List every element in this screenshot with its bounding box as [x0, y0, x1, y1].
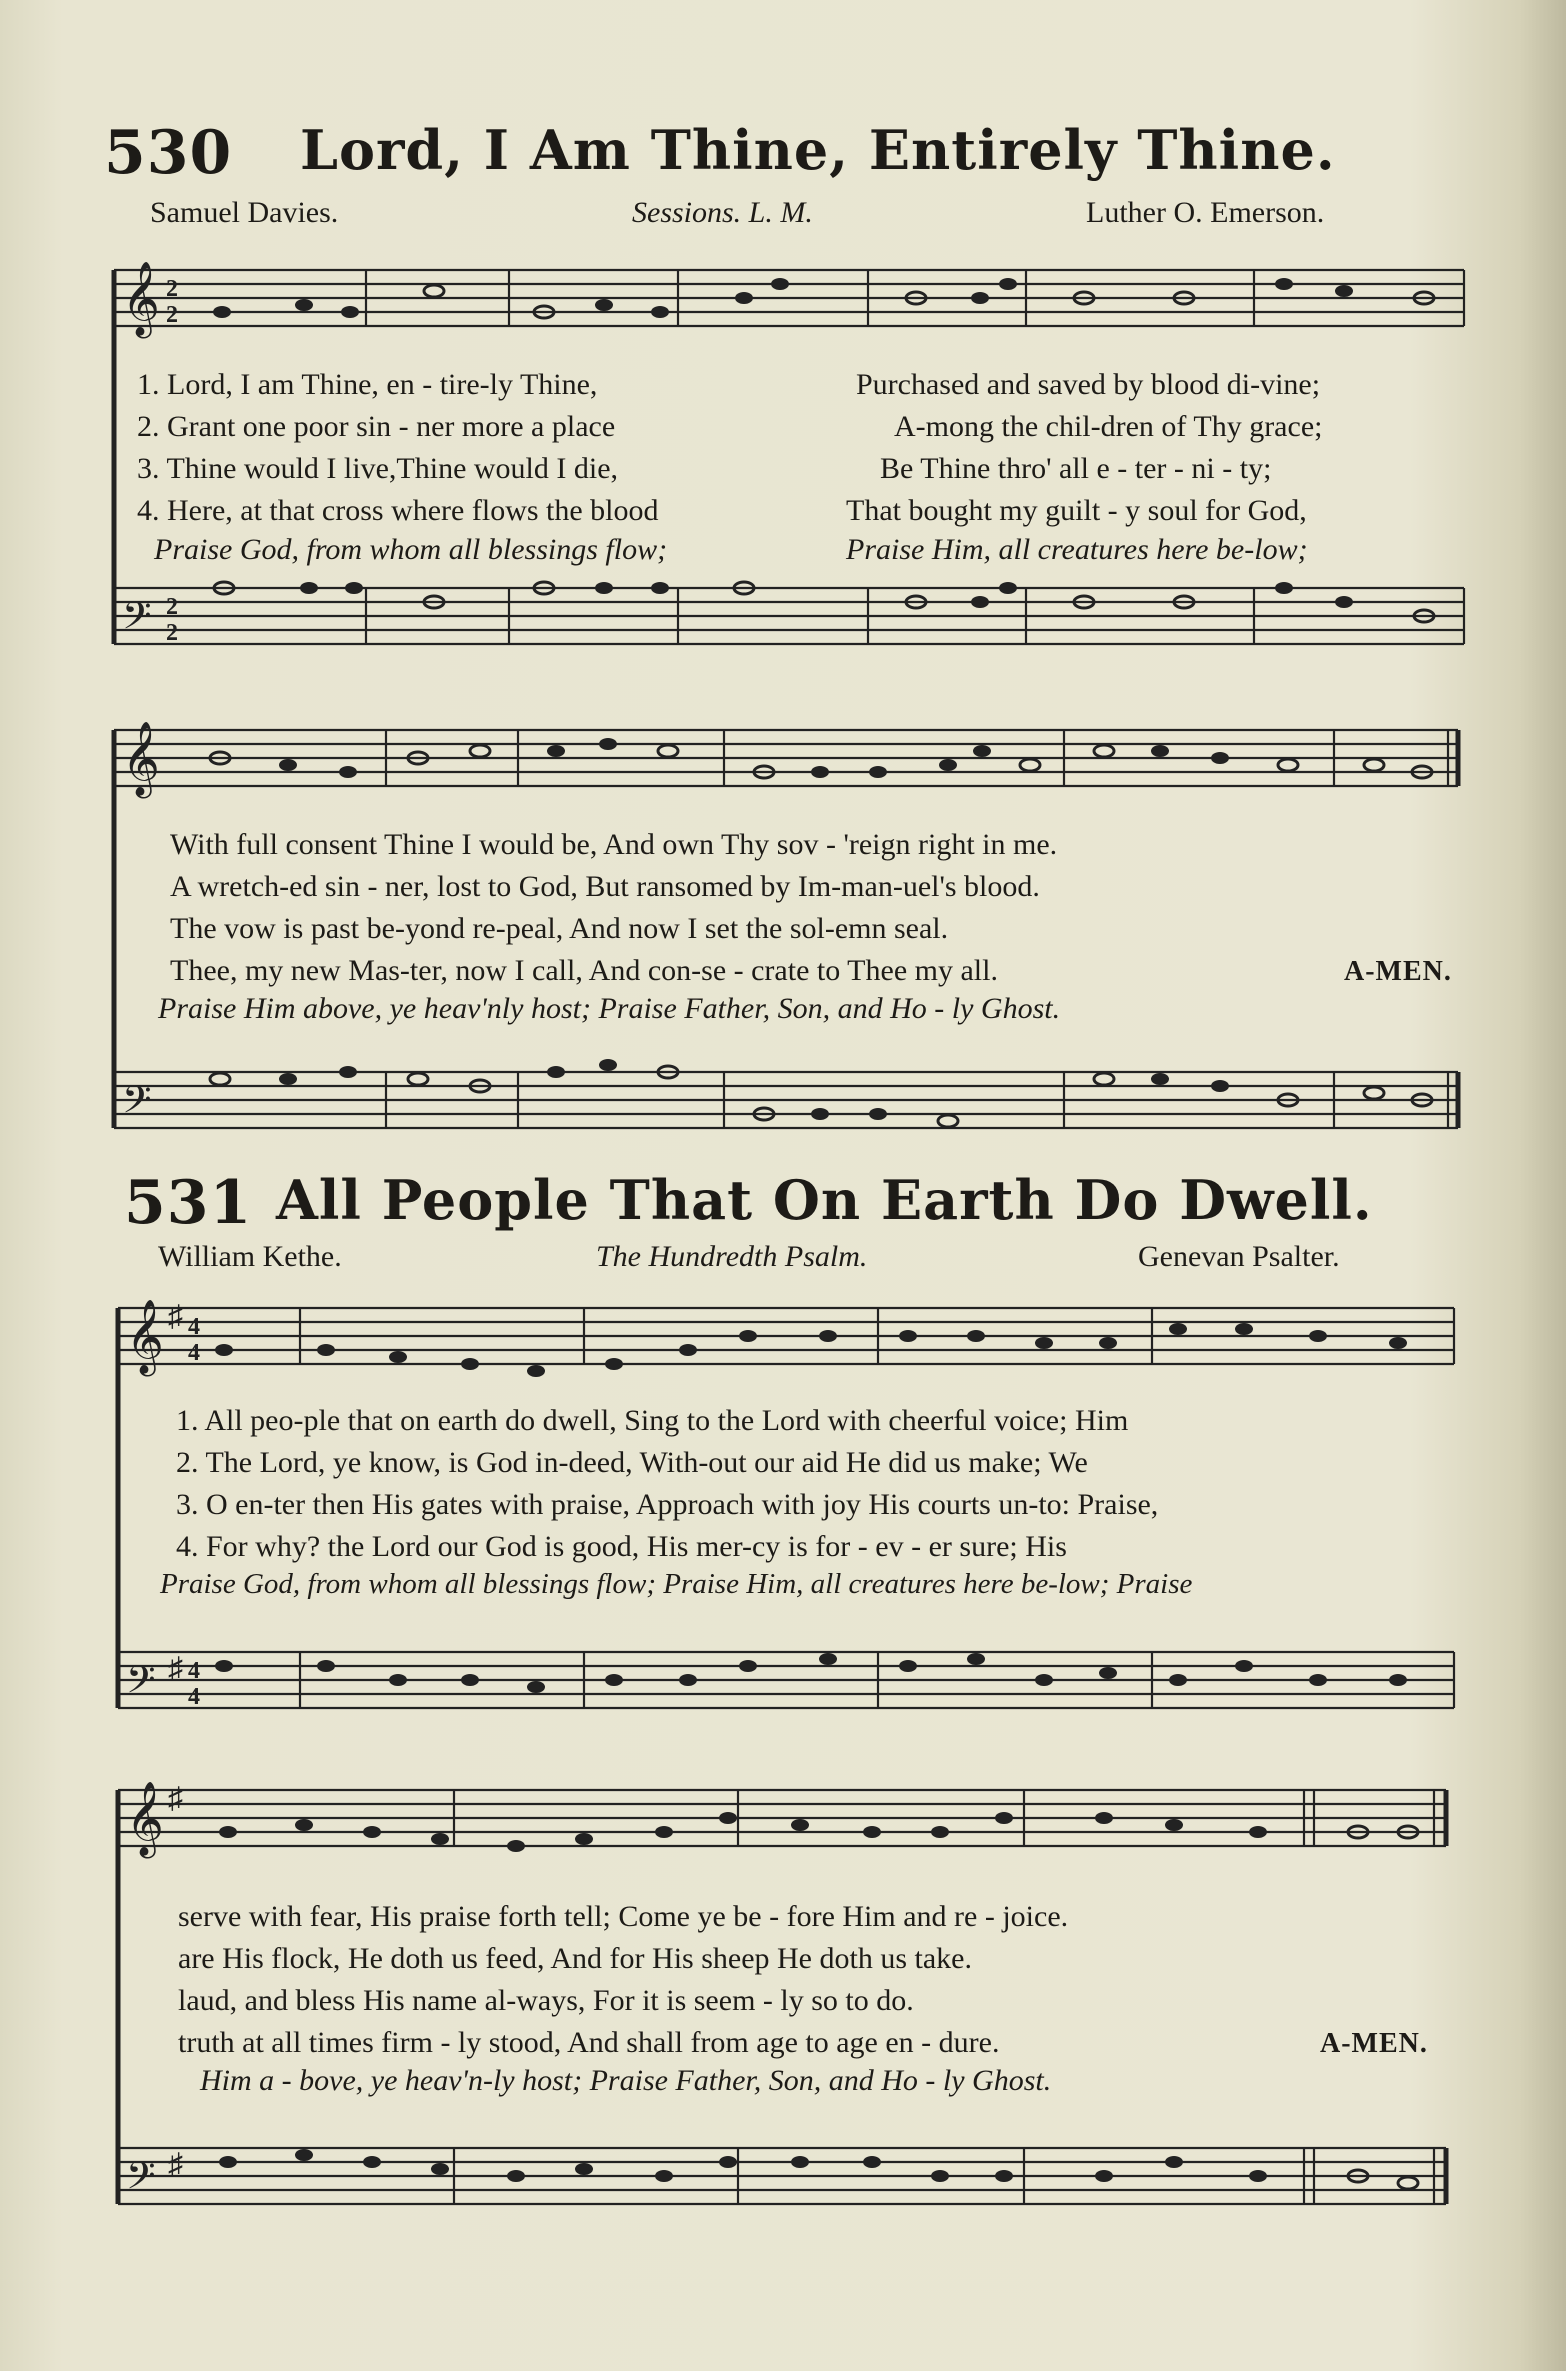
svg-text:4: 4: [188, 1658, 200, 1684]
hymn-author: William Kethe.: [158, 1240, 342, 1273]
svg-text:2: 2: [166, 594, 178, 620]
svg-text:𝄢: 𝄢: [122, 593, 152, 647]
hymn-author: Samuel Davies.: [150, 196, 339, 229]
hymn-title: All People That On Earth Do Dwell.: [276, 1168, 1373, 1232]
doxology-part-a: Praise God, from whom all blessings flow;: [154, 533, 668, 566]
verse-4-part-a: 4. Here, at that cross where flows the blood: [137, 494, 659, 527]
verse-3-line-2: The vow is past be-yond re-peal, And now I set the sol-emn seal.: [170, 912, 949, 945]
verse-4-line-2: Thee, my new Mas-ter, now I call, And con-se - crate to Thee my all.: [170, 954, 998, 987]
svg-text:𝄞: 𝄞: [126, 1782, 164, 1856]
hymn-tune: The Hundredth Psalm.: [596, 1240, 868, 1273]
verse-1-part-a: 1. Lord, I am Thine, en - tire-ly Thine,: [137, 368, 598, 401]
doxology-part-b: Praise Him, all creatures here be-low;: [846, 533, 1308, 566]
svg-text:4: 4: [188, 1314, 200, 1340]
verse-3-line-1: 3. O en-ter then His gates with praise, Approach with joy His courts un-to: Praise,: [176, 1488, 1159, 1521]
verse-2-part-a: 2. Grant one poor sin - ner more a place: [137, 410, 616, 443]
verse-1-line-1: 1. All peo-ple that on earth do dwell, Sing to the Lord with cheerful voice; Him: [176, 1404, 1129, 1437]
doxology-line-2: Him a - bove, ye heav'n-ly host; Praise Father, Son, and Ho - ly Ghost.: [200, 2064, 1052, 2097]
svg-text:𝄞: 𝄞: [126, 1300, 164, 1374]
svg-text:4: 4: [188, 1684, 200, 1710]
svg-text:2: 2: [166, 302, 178, 328]
amen-label: A-MEN.: [1320, 2028, 1428, 2059]
hymn-number: 531: [124, 1168, 253, 1238]
verse-4-part-b: That bought my guilt - y soul for God,: [846, 494, 1307, 527]
verse-2-line-2: are His flock, He doth us feed, And for His sheep He doth us take.: [178, 1942, 972, 1975]
hymn-tune: Sessions. L. M.: [632, 196, 813, 229]
svg-text:𝄢: 𝄢: [126, 2153, 156, 2207]
doxology-line-1: Praise God, from whom all blessings flow; Praise Him, all creatures here be-low; Praise: [160, 1568, 1193, 1600]
hymn-composer: Luther O. Emerson.: [1086, 196, 1325, 229]
svg-text:2: 2: [166, 276, 178, 302]
verse-2-part-b: A-mong the chil-dren of Thy grace;: [894, 410, 1323, 443]
verse-4-line-2: truth at all times firm - ly stood, And shall from age to age en - dure.: [178, 2026, 1000, 2059]
svg-text:4: 4: [188, 1340, 200, 1366]
verse-1-part-b: Purchased and saved by blood di-vine;: [856, 368, 1321, 401]
verse-2-line-2: A wretch-ed sin - ner, lost to God, But ransomed by Im-man-uel's blood.: [170, 870, 1040, 903]
hymn-composer: Genevan Psalter.: [1138, 1240, 1340, 1273]
verse-1-line-2: With full consent Thine I would be, And own Thy sov - 'reign right in me.: [170, 828, 1058, 861]
verse-4-line-1: 4. For why? the Lord our God is good, His mer-cy is for - ev - er sure; His: [176, 1530, 1067, 1563]
doxology-line-2: Praise Him above, ye heav'nly host; Praise Father, Son, and Ho - ly Ghost.: [158, 992, 1061, 1025]
svg-text:♯: ♯: [168, 2148, 183, 2181]
amen-label: A-MEN.: [1344, 956, 1452, 987]
svg-text:♯: ♯: [168, 1652, 183, 1685]
verse-3-line-2: laud, and bless His name al-ways, For it is seem - ly so to do.: [178, 1984, 914, 2017]
verse-2-line-1: 2. The Lord, ye know, is God in-deed, With-out our aid He did us make; We: [176, 1446, 1088, 1479]
svg-text:♯: ♯: [168, 1300, 183, 1333]
svg-text:2: 2: [166, 620, 178, 646]
verse-1-line-2: serve with fear, His praise forth tell; Come ye be - fore Him and re - joice.: [178, 1900, 1069, 1933]
hymn-title: Lord, I Am Thine, Entirely Thine.: [300, 118, 1336, 182]
svg-text:𝄞: 𝄞: [122, 722, 160, 796]
verse-3-part-b: Be Thine thro' all e - ter - ni - ty;: [880, 452, 1272, 485]
svg-text:𝄢: 𝄢: [122, 1077, 152, 1131]
svg-text:𝄞: 𝄞: [122, 262, 160, 336]
svg-text:𝄢: 𝄢: [126, 1657, 156, 1711]
verse-3-part-a: 3. Thine would I live,Thine would I die,: [137, 452, 619, 485]
hymn-number: 530: [104, 118, 233, 188]
svg-text:♯: ♯: [168, 1782, 183, 1815]
